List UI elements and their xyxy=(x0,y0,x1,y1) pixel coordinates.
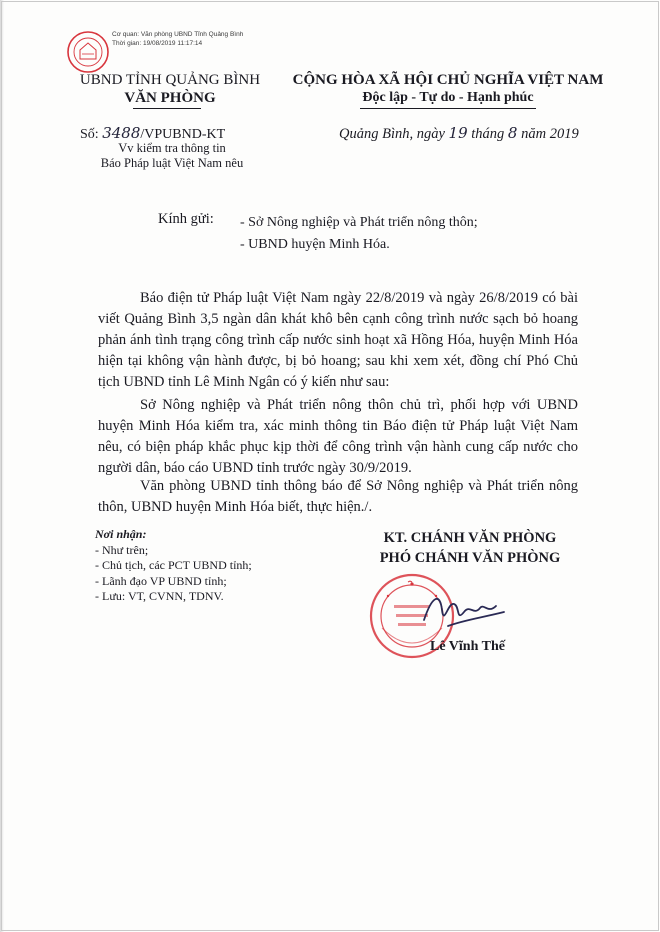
signature-title-2: PHÓ CHÁNH VĂN PHÒNG xyxy=(379,550,561,566)
issuer-office: VĂN PHÒNG xyxy=(124,90,216,106)
national-motto xyxy=(268,71,628,107)
distribution-item: - Như trên; xyxy=(95,542,149,557)
dateline-year: năm 2019 xyxy=(521,126,579,142)
subject-line-1: Vv kiểm tra thông tin xyxy=(118,141,226,155)
paragraph-text: Báo điện tử Pháp luật Việt Nam ngày 22/8/2019 và ngày 26/8/2019 có bài viết Quảng Bình 3,5 ngàn dân khát khô bên cạnh công trình nước sạch bỏ hoang phản ánh tình trạng công trình cấp nước sinh hoạt xã Hồng Hóa, huyện Minh Hóa hiện tại không vận hành được, bị bỏ hoang; sau khi xem xét, đồng chí Phó Chủ tịch UBND tỉnh Lê Minh Ngân có ý kiến như sau: xyxy=(98,290,578,390)
dateline-month: 8 xyxy=(507,124,518,142)
distribution-list xyxy=(95,527,252,605)
document-number-handwritten: 3488 xyxy=(102,124,141,142)
national-slogan: Độc lập - Tự do - Hạnh phúc xyxy=(362,90,534,105)
signature-scribble xyxy=(418,586,508,636)
dateline-place: Quảng Bình, ngày xyxy=(339,126,445,142)
dateline-day: 19 xyxy=(448,124,468,142)
distribution-item: - Lãnh đạo VP UBND tỉnh; xyxy=(95,573,227,588)
digital-seal-icon xyxy=(66,30,110,74)
signature-block xyxy=(340,528,600,568)
paragraph-text: Sở Nông nghiệp và Phát triển nông thôn chủ trì, phối hợp với UBND huyện Minh Hóa kiểm tra, xác minh thông tin Báo điện tử Pháp luật Việt Nam nêu, có biện pháp khắc phục kịp thời để công trình vận hành cung cấp nước cho người dân, báo cáo UBND tỉnh trước ngày 30/9/2019. xyxy=(98,397,578,476)
recipient-list xyxy=(240,212,478,256)
body-paragraph-1 xyxy=(98,288,578,393)
distribution-item: - Chủ tịch, các PCT UBND tỉnh; xyxy=(95,558,252,572)
paragraph-text: Văn phòng UBND tỉnh thông báo để Sở Nông nghiệp và Phát triển nông thôn, UBND huyện Minh Hóa biết, thực hiện./. xyxy=(98,478,578,515)
digital-signature-agency: Cơ quan: Văn phòng UBND Tỉnh Quảng Bình xyxy=(112,31,244,38)
salutation: Kính gửi: xyxy=(158,211,214,227)
recipient-item: - UBND huyện Minh Hóa. xyxy=(240,237,390,252)
signature-title-1: KT. CHÁNH VĂN PHÒNG xyxy=(383,530,557,546)
scan-edge xyxy=(0,0,4,932)
distribution-title: Nơi nhận: xyxy=(95,527,147,541)
body-paragraph-3 xyxy=(98,476,578,518)
document-subject xyxy=(82,141,262,171)
digital-signature-time: Thời gian: 19/08/2019 11:17:14 xyxy=(112,40,203,47)
signer-name: Lê Vĩnh Thế xyxy=(430,639,505,654)
dateline xyxy=(339,124,579,143)
document-number-suffix: /VPUBND-KT xyxy=(140,127,226,142)
body-paragraph-2 xyxy=(98,395,578,479)
document-number-prefix: Số: xyxy=(80,127,99,142)
distribution-item: - Lưu: VT, CVNN, TDNV. xyxy=(95,589,224,603)
digital-signature-info xyxy=(112,30,243,48)
issuer-underline xyxy=(133,108,201,109)
national-name: CỘNG HÒA XÃ HỘI CHỦ NGHĨA VIỆT NAM xyxy=(292,72,604,88)
dateline-month-label: tháng xyxy=(471,126,505,142)
issuer-province: UBND TỈNH QUẢNG BÌNH xyxy=(79,72,261,88)
motto-underline xyxy=(360,108,536,109)
issuer-block xyxy=(70,71,270,107)
subject-line-2: Báo Pháp luật Việt Nam nêu xyxy=(100,156,244,170)
recipient-item: - Sở Nông nghiệp và Phát triển nông thôn; xyxy=(240,215,478,230)
